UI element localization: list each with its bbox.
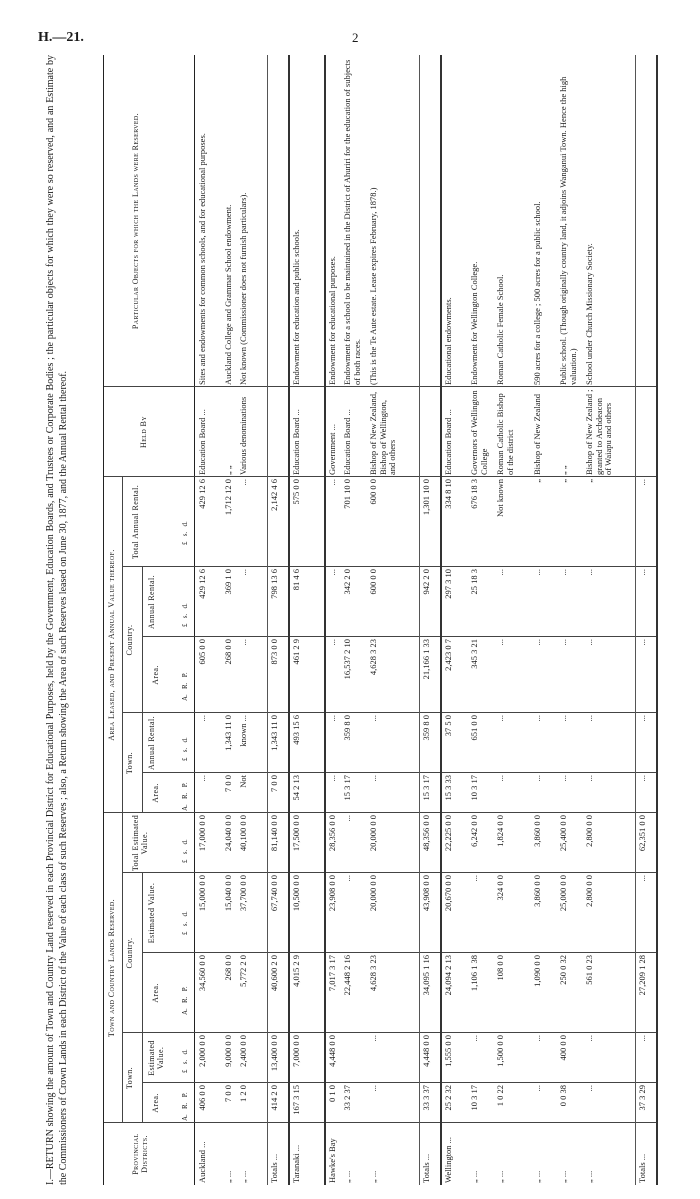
cell-lc-area: 4,628 3 23 [368,639,378,676]
cell-total-rent: 600 0 0 [368,479,378,505]
table-row [328,55,343,1185]
total-country-value: ... [637,875,647,882]
col-header-lt-rent: Annual Rental. [147,715,156,771]
cell-lc-area: 461 2 9 [291,639,301,665]
cell-total-value: 2,800 0 0 [584,815,594,847]
cell-objects: Endowment for a school to be maintained in the District of Ahuriri for the education of subjects of both races. [342,59,362,385]
cell-lt-area: 10 3 17 [469,775,479,801]
col-header-town: Town. [125,1066,134,1090]
cell-lc-rent: ... [532,569,542,576]
cell-total-rent: „ [532,479,542,483]
table-row [343,55,369,1185]
cell-total-rent: 1,712 12 0 [223,479,233,516]
cell-objects: Sites and endowments for common schools, and for educational purposes. [197,133,207,385]
cell-town-area: 0 0 38 [558,1085,568,1107]
total-country-area: 27,209 1 28 [637,955,647,996]
cell-held: Education Board ... [291,409,301,475]
total-label: Totals ... [421,1153,431,1183]
cell-country-area: 4,015 2 9 [291,955,301,987]
total-lc-rent: 942 2 0 [421,569,431,595]
cell-country-value: 10,500 0 0 [291,875,301,912]
table-row [533,55,559,1185]
cell-total-value: 28,356 0 0 [327,815,337,852]
cell-country-area: 5,772 2 0 [238,955,248,987]
cell-objects: Auckland College and Grammar School endowment. [223,204,233,385]
total-town-area: 37 3 29 [637,1085,647,1111]
cell-town-value: 1,555 0 0 [443,1035,453,1067]
cell-lt-rent: ... [584,715,594,722]
col-header-reserved: Town and Country Lands Reserved. [107,898,116,1038]
totals-row [635,55,649,1185]
total-label: Totals ... [269,1153,279,1183]
table-row [198,55,224,1185]
cell-lc-rent: ... [495,569,505,576]
table-row [496,55,533,1185]
cell-country-value: 23,908 0 0 [327,875,337,912]
cell-district: „ ... [558,1170,568,1183]
cell-town-area: 1 2 0 [238,1085,248,1102]
cell-country-area: 250 0 32 [558,955,568,985]
total-total-rent: 2,142 4 6 [269,479,279,511]
cell-lt-rent: ... [327,715,337,722]
table-header [104,55,195,1185]
cell-lc-area: ... [558,639,568,646]
total-town-value: 4,448 0 0 [421,1035,431,1067]
cell-lt-rent: ... [368,715,378,722]
district-group [198,55,290,1185]
cell-country-value: 2,800 0 0 [584,875,594,907]
total-lt-area: 7 0 0 [269,775,279,792]
cell-country-value: 324 0 0 [495,875,505,901]
cell-lc-rent: 342 2 0 [342,569,352,595]
total-total-value: 48,356 0 0 [421,815,431,852]
cell-lc-area: ... [532,639,542,646]
total-town-area: 33 3 37 [421,1085,431,1111]
cell-district: „ ... [532,1170,542,1183]
units-town-area: A. R. P. [181,1092,189,1121]
total-lt-rent: 359 8 0 [421,715,431,741]
cell-lc-rent: 429 12 6 [197,569,207,599]
cell-country-area: 4,628 3 23 [368,955,378,992]
col-header-lt-area: Area. [151,783,160,803]
cell-lt-area: ... [327,775,337,782]
col-header-district: Provincial Districts. [131,1133,149,1175]
total-lc-rent: 798 13 6 [269,569,279,599]
cell-country-value: 15,040 0 0 [223,875,233,912]
total-town-value: 13,400 0 0 [269,1035,279,1072]
total-lc-area: 21,166 1 33 [421,639,431,680]
cell-lc-rent: 81 4 6 [291,569,301,591]
cell-lt-area: ... [558,775,568,782]
cell-total-value: 22,225 0 0 [443,815,453,852]
cell-town-value: ... [469,1035,479,1042]
cell-lc-area: ... [238,639,248,646]
cell-held: Roman Catholic Bishop of the district [495,393,515,475]
cell-country-value: 20,000 0 0 [368,875,378,912]
total-total-rent: 1,301 10 0 [421,479,431,516]
cell-total-rent: ... [238,479,248,486]
cell-country-area: 108 0 0 [495,955,505,981]
cell-objects: School under Church Missionary Society. [584,243,594,385]
units-lt-rent: £ s. d. [181,737,189,761]
table-row [224,55,239,1185]
col-header-town-area: Area. [151,1093,160,1113]
col-header-country-value: Estimated Value. [147,882,156,944]
cell-total-rent: 429 12 6 [197,479,207,509]
cell-lc-area: ... [327,639,337,646]
col-header-held-by: Held By [139,416,148,448]
cell-objects: Not known (Commissioner does not furnish particulars). [238,192,248,385]
cell-objects: (This is the Te Aute estate. Lease expires February, 1878.) [368,187,378,385]
district-group [444,55,658,1185]
cell-lt-rent: 359 8 0 [342,715,352,741]
cell-country-area: 1,090 0 0 [532,955,542,987]
cell-lt-rent: 37 5 0 [443,715,453,737]
cell-district: Taranaki ... [291,1144,301,1183]
cell-total-rent: ... [327,479,337,486]
cell-objects: Public school. (Though originally country land, it adjoins Wanganui Town. Hence the high valuation.) [558,76,578,385]
cell-total-value: 1,824 0 0 [495,815,505,847]
cell-lt-rent: 493 15 6 [291,715,301,745]
cell-lt-area: Not [238,775,248,788]
cell-district: „ ... [469,1170,479,1183]
cell-lt-area: 15 3 17 [342,775,352,801]
total-country-area: 40,600 2 0 [269,955,279,992]
cell-lc-rent: ... [238,569,248,576]
cell-country-area: 34,560 0 0 [197,955,207,992]
cell-lc-rent: ... [327,569,337,576]
cell-lt-area: ... [495,775,505,782]
cell-total-rent: „ [584,479,594,483]
cell-town-value: 2,400 0 0 [238,1035,248,1067]
total-country-value: 43,908 0 0 [421,875,431,912]
cell-held: Education Board ... [197,409,207,475]
cell-total-rent: 575 0 0 [291,479,301,505]
cell-district: „ ... [223,1170,233,1183]
cell-lc-rent: 297 3 10 [443,569,453,599]
cell-held: „ „ [558,465,568,475]
district-group [292,55,326,1185]
document-code: H.—21. [38,30,84,45]
page-number: 2 [352,30,359,45]
units-lt-area: A. R. P. [181,782,189,811]
total-lc-area: ... [637,639,647,646]
cell-country-value: 15,000 0 0 [197,875,207,912]
cell-town-area: 0 1 0 [327,1085,337,1102]
col-header-total-value: Total Estimated Value. [131,814,149,872]
cell-total-rent: Not known [495,479,505,518]
cell-total-value: 6,242 0 0 [469,815,479,847]
total-total-value: 62,351 0 0 [637,815,647,852]
cell-lc-rent: 600 0 0 [368,569,378,595]
units-country-area: A. R. P. [181,986,189,1015]
col-header-country: Country. [125,937,134,969]
cell-lc-area: ... [584,639,594,646]
cell-town-value: ... [584,1035,594,1042]
cell-objects: Endowment for education and public schools. [291,229,301,385]
cell-total-rent: 701 10 0 [342,479,352,509]
cell-town-value: 1,500 0 0 [495,1035,505,1067]
table-row [585,55,633,1185]
cell-held: Education Board ... [342,409,352,475]
col-header-total-rent: Total Annual Rental. [131,484,140,560]
table-row [470,55,496,1185]
cell-lt-rent: ... [495,715,505,722]
total-lt-rent: ... [637,715,647,722]
units-total-value: £ s. d. [181,839,189,863]
cell-district: Wellington ... [443,1136,453,1183]
cell-held: Bishop of New Zealand, Bishop of Wellington, and others [368,391,398,475]
cell-objects: Roman Catholic Female School. [495,274,505,385]
total-lc-area: 873 0 0 [269,639,279,665]
cell-total-value: 3,860 0 0 [532,815,542,847]
cell-total-value: ... [342,815,352,822]
cell-lt-area: ... [532,775,542,782]
cell-total-value: 24,040 0 0 [223,815,233,852]
table-row [559,55,585,1185]
cell-lc-rent: 25 18 3 [469,569,479,595]
cell-held: Various denominations [238,396,248,475]
total-lt-rent: 1,343 11 0 [269,715,279,751]
cell-town-area: 25 2 32 [443,1085,453,1111]
cell-country-area: 268 0 0 [223,955,233,981]
cell-town-area: 33 2 37 [342,1085,352,1111]
cell-country-value: 37,700 0 0 [238,875,248,912]
col-header-town-value: Estimated Value. [147,1040,165,1076]
cell-lt-rent: known ... [238,715,248,747]
total-town-area: 414 2 0 [269,1085,279,1111]
cell-town-area: 1 0 22 [495,1085,505,1107]
cell-lt-area: ... [584,775,594,782]
return-table [103,55,657,1185]
cell-country-area: 561 0 23 [584,955,594,985]
table-row [239,55,265,1185]
cell-town-area: 406 0 0 [197,1085,207,1111]
cell-lt-area: ... [368,775,378,782]
units-town-value: £ s. d. [181,1049,189,1073]
totals-row [267,55,281,1185]
cell-objects: Endowment for Wellington College. [469,261,479,385]
cell-town-area: ... [368,1085,378,1092]
cell-total-value: 25,400 0 0 [558,815,568,852]
cell-total-value: 17,000 0 0 [197,815,207,852]
cell-country-area: 24,094 2 13 [443,955,453,996]
cell-country-value: ... [342,875,352,882]
district-group [328,55,442,1185]
cell-total-value: 17,500 0 0 [291,815,301,852]
cell-country-value: 25,000 0 0 [558,875,568,912]
total-total-rent: ... [637,479,647,486]
cell-lt-area: 15 3 33 [443,775,453,801]
cell-lt-rent: 651 0 0 [469,715,479,741]
cell-lc-area: 605 0 0 [197,639,207,665]
cell-lt-rent: ... [558,715,568,722]
cell-country-value: ... [469,875,479,882]
cell-lc-area: ... [495,639,505,646]
cell-country-area: 1,106 1 38 [469,955,479,992]
cell-lc-rent: ... [584,569,594,576]
cell-lc-area: 16,537 2 10 [342,639,352,680]
cell-objects: Endowment for educational purposes. [327,256,337,385]
units-country-value: £ s. d. [181,911,189,935]
total-country-area: 34,095 1 16 [421,955,431,996]
total-lc-rent: ... [637,569,647,576]
cell-held: Bishop of New Zealand [532,394,542,475]
cell-district: „ ... [368,1170,378,1183]
cell-lt-area: ... [197,775,207,782]
return-title: I.—RETURN showing the amount of Town and Country Land reserved in each Provincial District for Educational Purposes, held by the Government, Education Boards, and Trustees or Corporate Bodies ; the particular objects for which they were so reserved, and an Estimate by the Commissioners of Crown Lands in each District of the Value of each class of such Reserves ; also, a Return showing the Area of such Reserves leased on June 30, 1877, and the Annual Rental thereof. [45,55,69,1185]
cell-held: Governors of Wellington College [469,390,489,475]
cell-town-value: 9,000 0 0 [223,1035,233,1067]
cell-lc-rent: 369 1 0 [223,569,233,595]
col-header-country-area: Area. [151,983,160,1003]
cell-district: „ ... [584,1170,594,1183]
cell-lt-area: 54 2 13 [291,775,301,801]
cell-country-area: 22,448 2 16 [342,955,352,996]
table-row [292,55,318,1185]
cell-held: „ „ [223,465,233,475]
cell-total-rent: 334 8 10 [443,479,453,509]
cell-held: Education Board ... [443,409,453,475]
cell-total-value: 40,100 0 0 [238,815,248,852]
total-town-value: ... [637,1035,647,1042]
cell-town-value: ... [532,1035,542,1042]
table-row [369,55,417,1185]
total-country-value: 67,740 0 0 [269,875,279,912]
units-lc-area: A. R. P. [181,672,189,701]
cell-country-area: 7,017 3 17 [327,955,337,992]
total-lt-area: 15 3 17 [421,775,431,801]
totals-row [419,55,433,1185]
cell-held: Bishop of New Zealand ; granted to Archdeacon of Waiapu and others [584,389,614,475]
cell-lc-area: 2,423 0 7 [443,639,453,671]
col-header-leased: Area Leased, and Present Annual Value thereof. [107,549,116,741]
cell-held: Government ... [327,424,337,475]
col-header-objects: Particular Objects for which the Lands were Reserved. [131,112,140,330]
rotated-return-table [45,55,655,1185]
total-lt-area: ... [637,775,647,782]
cell-town-area: 7 0 0 [223,1085,233,1102]
cell-lc-rent: ... [558,569,568,576]
cell-town-area: ... [584,1085,594,1092]
cell-objects: Educational endowments. [443,297,453,385]
cell-town-value: 7,000 0 0 [291,1035,301,1067]
cell-district: Auckland ... [197,1141,207,1183]
cell-town-value: 400 0 0 [558,1035,568,1061]
units-total-rent: £ s. d. [181,521,189,545]
cell-town-area: 167 3 15 [291,1085,301,1115]
cell-total-rent: 676 18 3 [469,479,479,509]
cell-town-area: 10 3 17 [469,1085,479,1111]
cell-objects: 590 acres for a college ; 500 acres for a public school. [532,201,542,385]
cell-lt-rent: ... [197,715,207,722]
total-label: Totals ... [637,1153,647,1183]
cell-lt-area: 7 0 0 [223,775,233,792]
cell-total-value: 20,000 0 0 [368,815,378,852]
cell-district: „ ... [342,1170,352,1183]
col-header-lt: Town. [125,751,134,775]
col-header-lc-area: Area. [151,665,160,685]
cell-district: „ ... [495,1170,505,1183]
total-total-value: 81,140 0 0 [269,815,279,852]
cell-town-value: ... [368,1035,378,1042]
cell-lc-area: 268 0 0 [223,639,233,665]
cell-country-value: 3,860 0 0 [532,875,542,907]
col-header-lc-rent: Annual Rental. [147,574,156,630]
cell-country-value: 20,670 0 0 [443,875,453,912]
cell-lt-rent: 1,343 11 0 [223,715,233,751]
cell-total-rent: „ [558,479,568,483]
cell-town-value: 2,000 0 0 [197,1035,207,1067]
cell-town-area: ... [532,1085,542,1092]
cell-town-value: 4,448 0 0 [327,1035,337,1067]
cell-lc-area: 345 3 21 [469,639,479,669]
table-row [444,55,470,1185]
units-lc-rent: £ s. d. [181,603,189,627]
col-header-lc: Country. [125,624,134,656]
cell-district: Hawke's Bay [327,1138,337,1183]
cell-district: „ ... [238,1170,248,1183]
cell-lt-rent: ... [532,715,542,722]
